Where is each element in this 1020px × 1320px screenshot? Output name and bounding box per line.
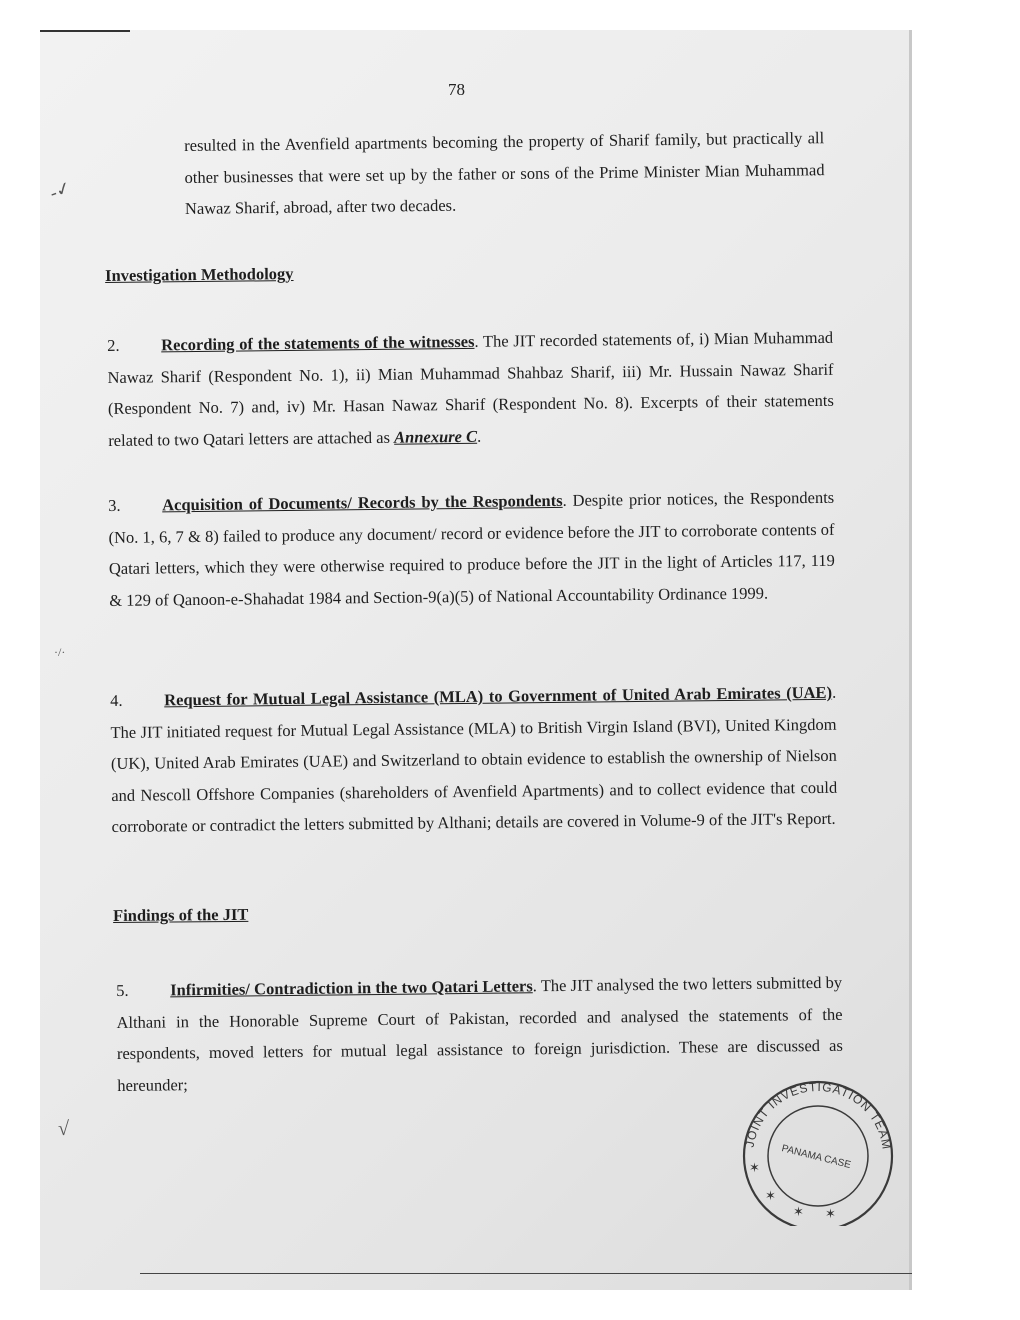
stamp-inner-text: PANAMA CASE (780, 1143, 852, 1172)
margin-tick-mark: √ (58, 1118, 69, 1140)
paragraph-2 (107, 322, 834, 456)
svg-text:✶: ✶ (749, 1161, 760, 1176)
paragraph-3 (108, 482, 835, 616)
paragraph-title: Infirmities/ Contradiction in the two Qatari Letters (170, 976, 533, 1000)
bottom-rule (140, 1273, 912, 1274)
paragraph-title: Recording of the statements of the witnesses (161, 331, 475, 355)
paragraph-body: . Despite prior notices, the Respondents (No. 1, 6, 7 & 8) failed to produce any document/ record or evidence before the JIT to corroborate contents of Qatari letters, which they were otherwise required to produce before the JIT in the light of Articles 117, 119 & 129 of Qanoon-e-Shahadat 1984 and Section-9(a)(5) of National Accountability Ordinance 1999. (108, 487, 835, 610)
intro-paragraph: resulted in the Avenfield apartments becoming the property of Sharif family, but practically all other businesses that were set up by the father or sons of the Prime Minister Mian Muhammad Nawaz Sharif, abroad, after two decades. (184, 128, 825, 218)
paragraph-4 (110, 677, 838, 843)
jit-stamp (735, 1076, 901, 1226)
paragraph-body: . The JIT recorded statements of, i) Mian Muhammad Nawaz Sharif (Respondent No. 1), ii) Mian Muhammad Shahbaz Sharif, iii) Mr. Hussain Nawaz Sharif (Respondent No. 7) and, iv) Mr. Hasan Nawaz Sharif (Respondent No. 8). Excerpts of their statements related to two Qatari letters are attached as (107, 327, 834, 450)
svg-text:✶: ✶ (825, 1207, 836, 1222)
paragraph-number: 4. (110, 690, 123, 710)
annexure-reference: Annexure C (393, 426, 478, 447)
paragraph-number: 2. (107, 335, 120, 355)
paragraph-number: 5. (116, 980, 129, 1000)
paragraph-title: Request for Mutual Legal Assistance (MLA) to Government of United Arab Emirates (UAE) (164, 682, 833, 710)
svg-text:✶: ✶ (765, 1189, 776, 1204)
paragraph-body: . The JIT analysed the two letters submitted by Althani in the Honorable Supreme Court of Pakistan, recorded and analysed the statements of the respondents, moved letters for mutual legal assistance to foreign jurisdiction. These are discussed as hereunder; (116, 972, 843, 1095)
heading-findings: Findings of the JIT (113, 904, 249, 925)
margin-mark: ·/· (54, 645, 66, 659)
document-page (40, 30, 912, 1290)
page-right-edge (909, 30, 912, 1290)
svg-text:JOINT INVESTIGATION TEAM (743, 1080, 894, 1151)
heading-investigation-methodology: Investigation Methodology (105, 264, 294, 285)
paragraph-end: . (476, 426, 482, 446)
paragraph-body: . The JIT initiated request for Mutual Legal Assistance (MLA) to British Virgin Island (BVI), United Kingdom (UK), United Arab Emirates (UAE) and Switzerland to obtain evidence to establish the ownership of Nielson and Nescoll Offshore Companies (shareholders of Avenfield Apartments) and to collect evidence that could corroborate or contradict the letters submitted by Althani; details are covered in Volume-9 of the JIT's Report. (110, 682, 838, 836)
scan-edge-line (40, 30, 130, 32)
paragraph-number: 3. (108, 495, 121, 515)
margin-tick-mark: -✓ (47, 177, 74, 204)
page-number: 78 (448, 80, 465, 99)
paragraph-title: Acquisition of Documents/ Records by the Respondents (162, 490, 563, 515)
svg-text:✶: ✶ (793, 1205, 804, 1220)
stamp-outer-text: JOINT INVESTIGATION TEAM (742, 1079, 894, 1152)
